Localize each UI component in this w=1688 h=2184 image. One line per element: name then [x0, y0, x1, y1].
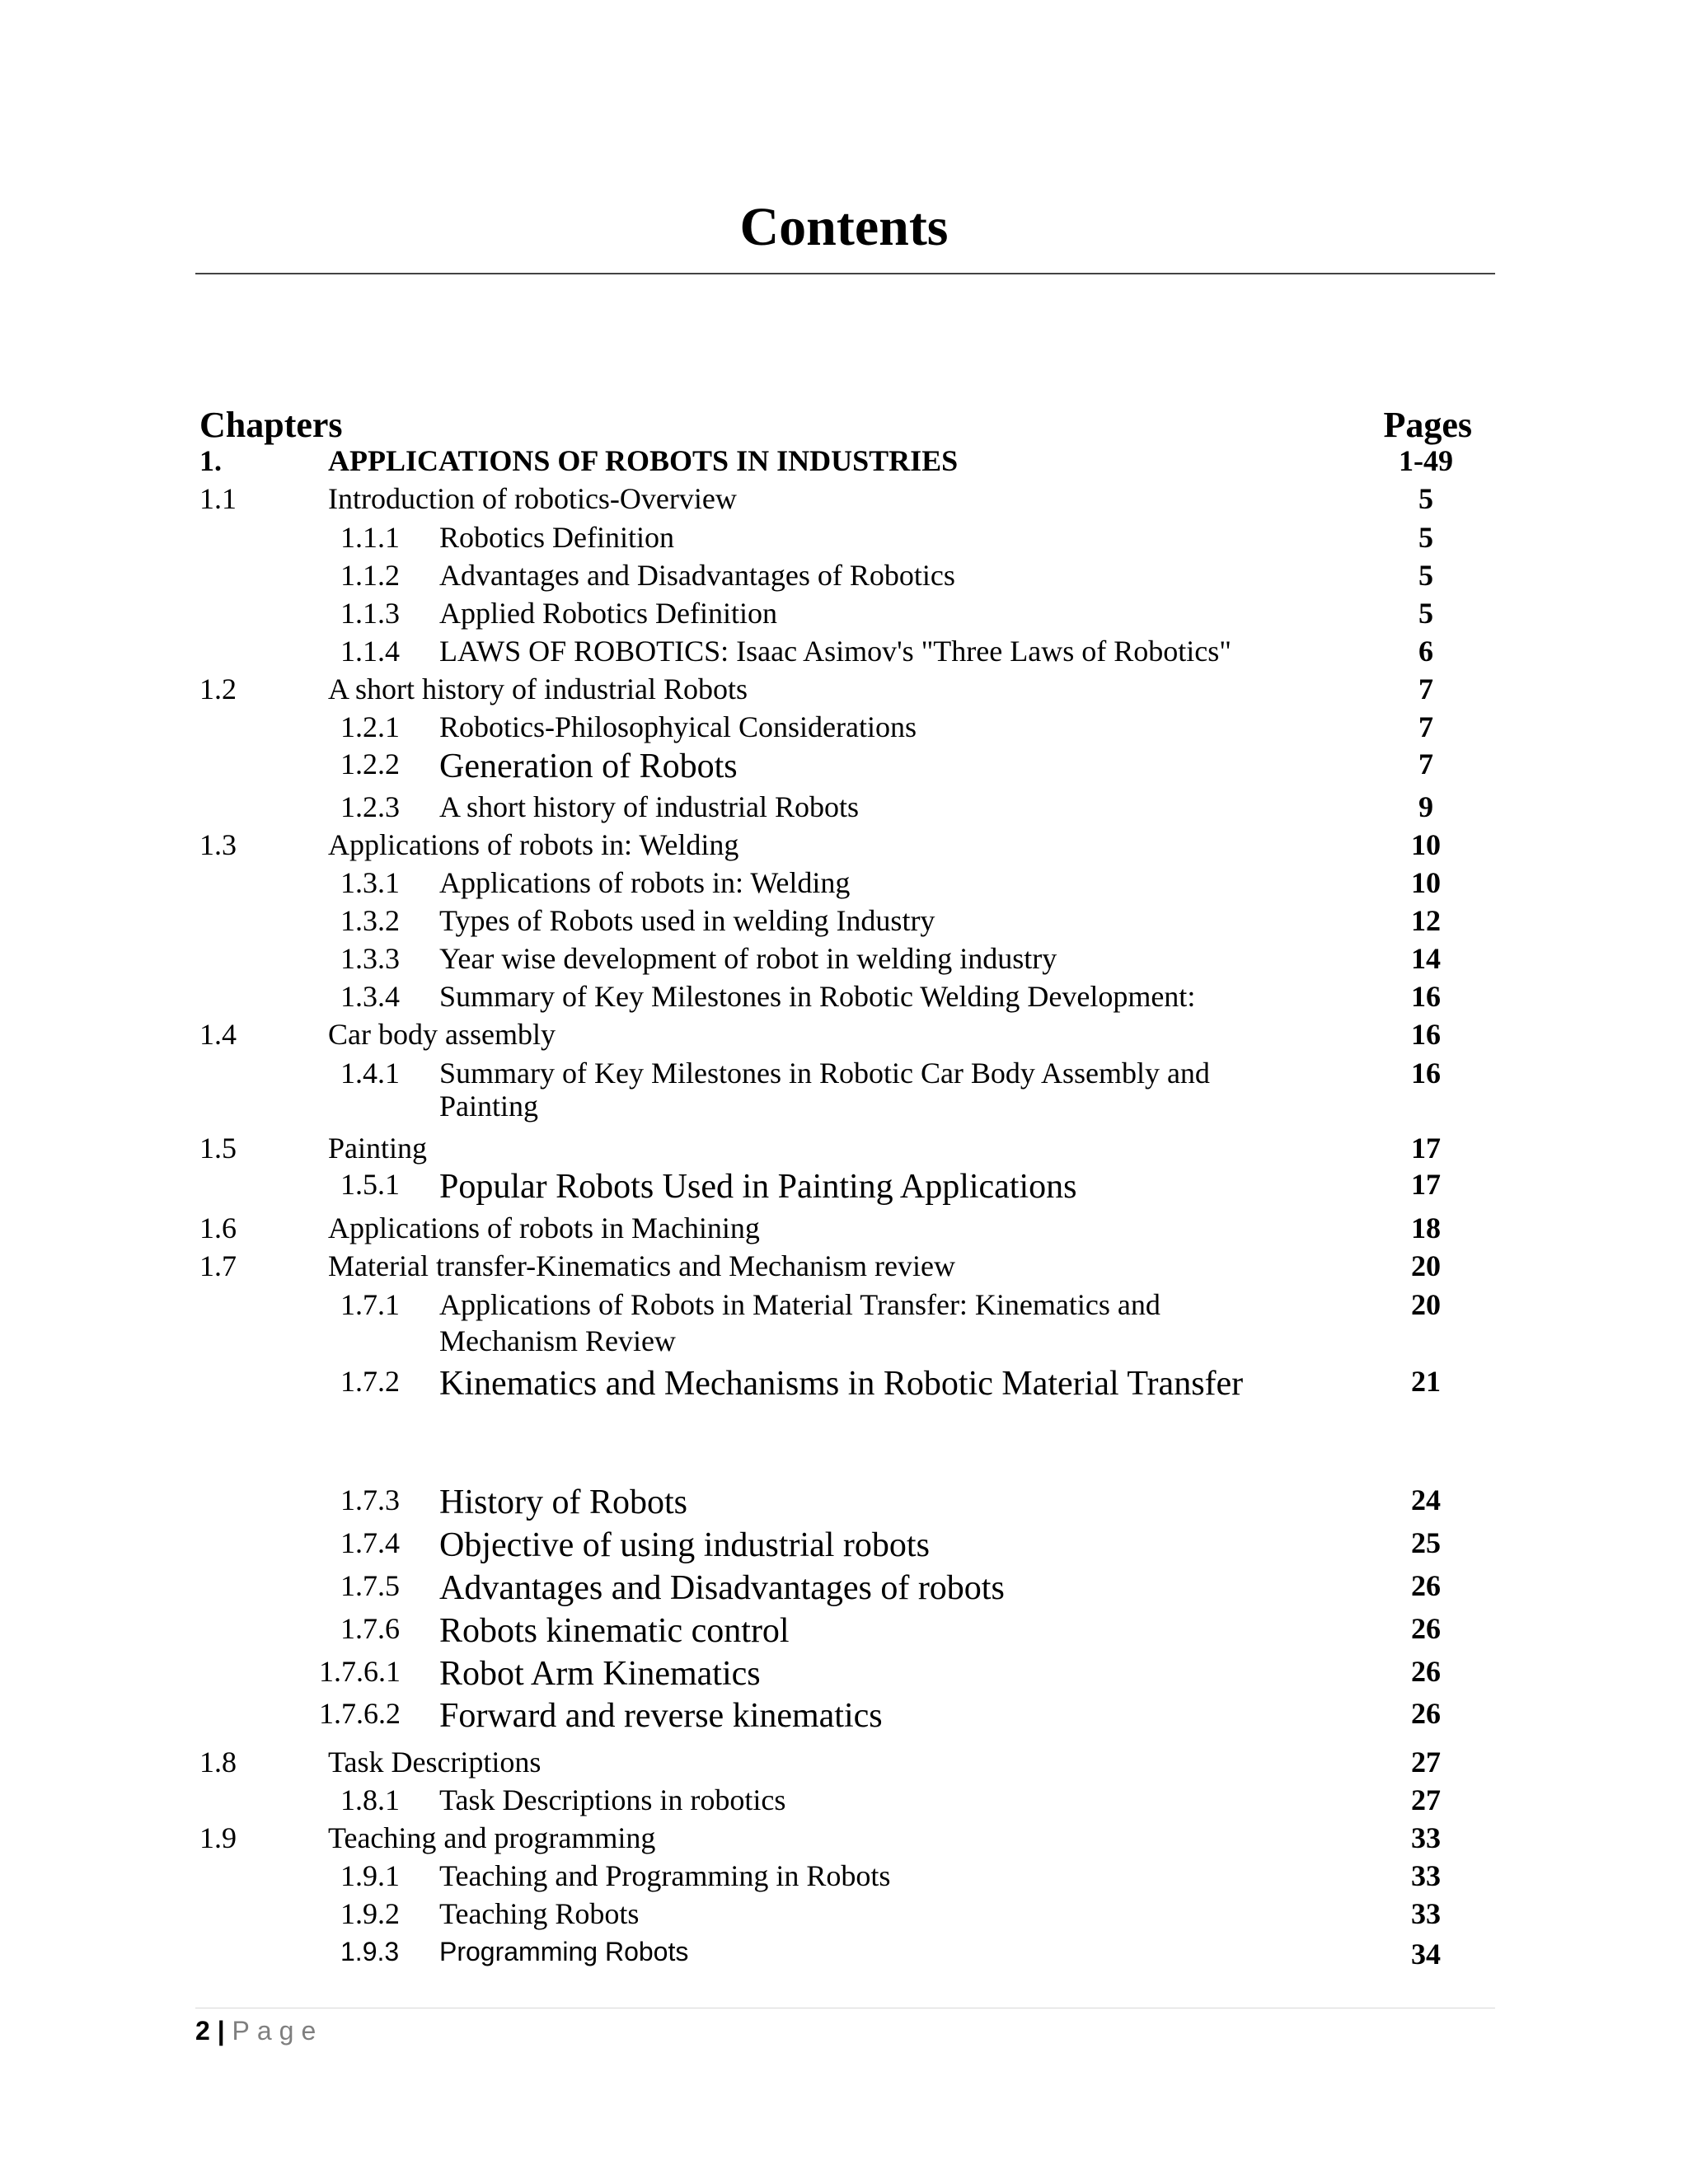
- toc-page: 10: [1411, 828, 1441, 861]
- toc-title: A short history of industrial Robots: [328, 673, 748, 705]
- toc-title: Advantages and Disadvantages of Robotics: [439, 559, 955, 592]
- toc-number: 1.4: [199, 1018, 237, 1051]
- toc-page: 20: [1411, 1288, 1441, 1321]
- toc-page: 17: [1411, 1132, 1441, 1165]
- toc-number: 1.7: [199, 1249, 237, 1282]
- toc-number: 1.9.2: [340, 1897, 400, 1930]
- toc-number: 1.8.1: [340, 1783, 400, 1816]
- toc-page: 7: [1418, 748, 1433, 780]
- toc-number: 1.7.5: [340, 1569, 400, 1602]
- toc-number: 1.2.3: [340, 790, 400, 823]
- page-title: Contents: [739, 197, 949, 257]
- toc-number: 1.9.3: [340, 1937, 400, 1966]
- toc-title: Applications of Robots in Material Transfer: Kinematics and: [439, 1288, 1160, 1321]
- toc-number: 1.2: [199, 673, 237, 705]
- toc-page: 5: [1418, 482, 1433, 515]
- toc-title: Robot Arm Kinematics: [439, 1655, 761, 1693]
- toc-page: 20: [1411, 1249, 1441, 1282]
- toc-title: Material transfer-Kinematics and Mechanism review: [328, 1249, 955, 1282]
- toc-title: Summary of Key Milestones in Robotic Car Body Assembly and: [439, 1057, 1210, 1090]
- toc-title: Types of Robots used in welding Industry: [439, 904, 935, 937]
- toc-page: 26: [1411, 1655, 1441, 1688]
- toc-page: 12: [1411, 904, 1441, 937]
- toc-page: 24: [1411, 1483, 1441, 1516]
- toc-number: 1.8: [199, 1746, 237, 1779]
- toc-page: 25: [1411, 1526, 1441, 1559]
- toc-title-continued: Painting: [439, 1090, 539, 1122]
- toc-number: 1.1.3: [340, 597, 400, 630]
- toc-page: 27: [1411, 1746, 1441, 1779]
- toc-number: 1.7.6.2: [319, 1697, 401, 1730]
- toc-page: 5: [1418, 597, 1433, 630]
- toc-page: 6: [1418, 635, 1433, 668]
- toc-page: 34: [1411, 1938, 1441, 1971]
- toc-page: 1-49: [1399, 444, 1453, 477]
- toc-number: 1.1.4: [340, 635, 400, 668]
- toc-title: Advantages and Disadvantages of robots: [439, 1569, 1005, 1607]
- toc-number: 1.7.4: [340, 1526, 400, 1559]
- toc-page: 7: [1418, 710, 1433, 743]
- toc-title: Generation of Robots: [439, 748, 738, 785]
- toc-title: Objective of using industrial robots: [439, 1526, 930, 1564]
- toc-number: 1.3.4: [340, 980, 400, 1013]
- toc-page: 26: [1411, 1569, 1441, 1602]
- toc-title: Task Descriptions: [328, 1746, 542, 1779]
- toc-number: 1.5.1: [340, 1168, 400, 1201]
- toc-number: 1.3: [199, 828, 237, 861]
- toc-page: 16: [1411, 1057, 1441, 1090]
- toc-page: 5: [1418, 521, 1433, 554]
- toc-number: 1.1.1: [340, 521, 400, 554]
- toc-page: 18: [1411, 1212, 1441, 1244]
- toc-page: 14: [1411, 942, 1441, 975]
- toc-number: 1.3.3: [340, 942, 400, 975]
- toc-number: 1.9: [199, 1821, 237, 1854]
- toc-number: 1.3.1: [340, 866, 400, 899]
- toc-number: 1.6: [199, 1212, 237, 1244]
- toc-number: 1.9.1: [340, 1859, 400, 1892]
- toc-title: Applied Robotics Definition: [439, 597, 777, 630]
- toc-page: 21: [1411, 1365, 1441, 1398]
- toc-title: Task Descriptions in robotics: [439, 1783, 786, 1816]
- toc-title: Programming Robots: [439, 1937, 689, 1966]
- toc-title: Teaching and Programming in Robots: [439, 1859, 891, 1892]
- toc-page: 5: [1418, 559, 1433, 592]
- toc-title: LAWS OF ROBOTICS: Isaac Asimov's "Three Laws of Robotics": [439, 635, 1231, 668]
- toc-page: 26: [1411, 1612, 1441, 1645]
- toc-title: Applications of robots in: Welding: [328, 828, 739, 861]
- toc-page: 16: [1411, 1018, 1441, 1051]
- toc-title: Kinematics and Mechanisms in Robotic Material Transfer: [439, 1365, 1244, 1403]
- toc-number: 1.7.1: [340, 1288, 400, 1321]
- toc-number: 1.4.1: [340, 1057, 400, 1090]
- toc-number: 1.7.6: [340, 1612, 400, 1645]
- toc-page: 27: [1411, 1783, 1441, 1816]
- toc-page: 9: [1418, 790, 1433, 823]
- toc-number: 1.2.1: [340, 710, 400, 743]
- chapters-header: Chapters: [199, 405, 343, 445]
- toc-number: 1.5: [199, 1132, 237, 1165]
- toc-page: 33: [1411, 1859, 1441, 1892]
- toc-title: History of Robots: [439, 1483, 688, 1521]
- footer-page-number: 2: [195, 2016, 210, 2046]
- toc-number: 1.1.2: [340, 559, 400, 592]
- toc-title: Introduction of robotics-Overview: [328, 482, 737, 515]
- toc-page: 17: [1411, 1168, 1441, 1201]
- toc-title: Robotics-Philosophyical Considerations: [439, 710, 917, 743]
- toc-number: 1.3.2: [340, 904, 400, 937]
- toc-title: Teaching Robots: [439, 1897, 640, 1930]
- toc-number: 1.: [199, 444, 222, 477]
- toc-page: 16: [1411, 980, 1441, 1013]
- toc-title: Painting: [328, 1132, 428, 1165]
- toc-title: Year wise development of robot in welding industry: [439, 942, 1057, 975]
- toc-title: Car body assembly: [328, 1018, 556, 1051]
- toc-title: APPLICATIONS OF ROBOTS IN INDUSTRIES: [328, 444, 959, 477]
- toc-title: A short history of industrial Robots: [439, 790, 860, 823]
- toc-title: Forward and reverse kinematics: [439, 1697, 883, 1735]
- toc-title: Summary of Key Milestones in Robotic Welding Development:: [439, 980, 1196, 1013]
- toc-page: 10: [1411, 866, 1441, 899]
- toc-page: 7: [1418, 673, 1433, 705]
- pages-header: Pages: [1383, 405, 1472, 445]
- toc-title: Popular Robots Used in Painting Applications: [439, 1168, 1077, 1206]
- footer-page-label: Page: [232, 2016, 324, 2046]
- toc-number: 1.1: [199, 482, 237, 515]
- toc-page: 33: [1411, 1821, 1441, 1854]
- toc-number: 1.7.2: [340, 1365, 400, 1398]
- page-footer: [195, 2016, 323, 2046]
- toc-page: 33: [1411, 1897, 1441, 1930]
- toc-title: Applications of robots in: Welding: [439, 866, 851, 899]
- toc-page: 26: [1411, 1697, 1441, 1730]
- toc-title: Teaching and programming: [328, 1821, 656, 1854]
- toc-title-continued: Mechanism Review: [439, 1324, 676, 1357]
- toc-title: Robots kinematic control: [439, 1612, 790, 1650]
- toc-number: 1.7.3: [340, 1483, 400, 1516]
- toc-number: 1.2.2: [340, 748, 400, 780]
- toc-title: Robotics Definition: [439, 521, 674, 554]
- toc-title: Applications of robots in Machining: [328, 1212, 760, 1244]
- footer-separator: |: [217, 2016, 225, 2046]
- toc-number: 1.7.6.1: [319, 1655, 401, 1688]
